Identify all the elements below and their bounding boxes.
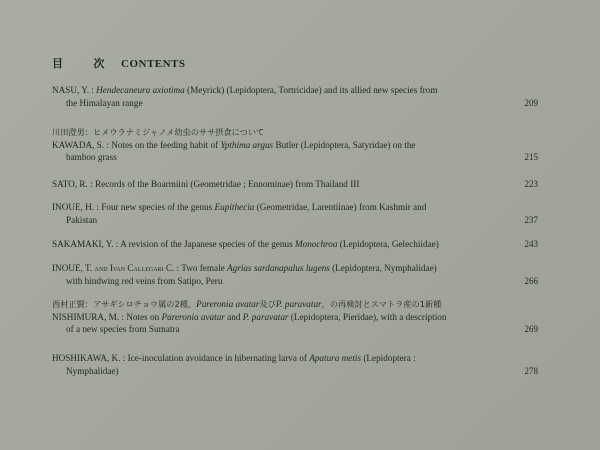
entry-line-2: of a new species from Sumatra <box>66 324 180 334</box>
entry-title-italic: Pareronia avatar <box>161 311 225 322</box>
entry-jp-pre: 西村正賢：アサギシロチョウ属の2種， <box>52 299 197 309</box>
entry-title-post: (Geometridae, Larentiinae) from Kashmir and <box>256 202 427 212</box>
entry-line-1 <box>52 84 538 97</box>
entry-title-post: (Meyrick) (Lepidoptera, Tortricidae) and its allied new species from <box>187 85 438 95</box>
entry-line-2: Nymphalidae) <box>66 365 119 376</box>
entry-title-italic: Apatura metis <box>309 353 362 363</box>
entry-line-1 <box>52 352 538 365</box>
entry-title-post: (Lepidoptera : <box>363 353 416 363</box>
entry-title-italic: Ypthima argus <box>220 139 274 150</box>
entry-title-mid: and <box>227 311 241 322</box>
entry-title-pre: Four new species of the genus <box>101 202 213 212</box>
toc-entry-inoue-h[interactable] <box>52 201 538 226</box>
heading-contents: CONTENTS <box>121 58 186 70</box>
toc-entry-kawada[interactable] <box>52 126 538 164</box>
entry-author: NASU, Y. : <box>52 85 94 95</box>
toc-entry-hoshikawa[interactable] <box>52 352 538 377</box>
entry-author: INOUE, H. : <box>52 202 99 212</box>
entry-page: 243 <box>524 239 538 249</box>
entry-author: KAWADA, S. : <box>52 139 109 150</box>
entry-author: INOUE, T. and Ivan Callegari C. : <box>52 263 180 273</box>
entry-jp-post: ，の再検討とスマトラ産の1新種 <box>321 299 442 309</box>
toc-entry-nasu[interactable] <box>52 84 538 109</box>
entry-page: 266 <box>524 275 538 286</box>
entry-title-pre: Notes on <box>126 311 160 322</box>
entry-title-pre: Notes on the feeding habit of <box>111 139 219 150</box>
entry-line-1 <box>52 311 538 324</box>
entry-title-italic: Hendecaneura axiotima <box>96 85 185 95</box>
entry-line-2: the Himalayan range <box>66 97 143 108</box>
entry-line-1 <box>52 139 538 152</box>
entry-jp-italic-1: Pareronia avatar <box>196 299 260 309</box>
entry-author: SATO, R. : <box>52 179 93 189</box>
entry-jp-title <box>52 298 538 311</box>
toc-entry-sato[interactable] <box>52 178 538 191</box>
toc-entry-nishimura[interactable] <box>52 298 538 336</box>
entry-page: 237 <box>524 214 538 225</box>
entry-line-2: bamboo grass <box>66 152 117 162</box>
heading-jp-1: 目 <box>52 58 64 70</box>
entry-line-2: with hindwing red veins from Satipo, Peru <box>66 275 223 286</box>
toc-heading <box>52 55 186 71</box>
entry-line-1 <box>52 238 538 251</box>
toc-entry-sakamaki[interactable] <box>52 238 538 251</box>
entry-author: SAKAMAKI, Y. : <box>52 239 119 249</box>
entry-title-post: (Lepidoptera, Pieridae), with a description <box>290 311 447 322</box>
toc-entry-inoue-t[interactable] <box>52 262 538 287</box>
entry-line-2: Pakistan <box>66 214 98 225</box>
entry-jp-italic-2: P. paravatar <box>275 299 322 309</box>
entry-page: 269 <box>524 324 538 334</box>
entry-line-1 <box>52 178 538 191</box>
heading-jp-2: 次 <box>93 58 105 70</box>
entry-jp-title: 川田澄男：ヒメウラナミジャノメ幼虫のササ摂食について <box>52 127 265 137</box>
entry-author: HOSHIKAWA, K. : <box>52 353 126 363</box>
entry-page: 278 <box>524 365 538 376</box>
entry-title-italic: Eupithecia <box>214 202 255 212</box>
entry-title-italic: Monochroa <box>294 239 338 249</box>
entry-line-1 <box>52 201 538 214</box>
entry-title-post: Butler (Lepidoptera, Satyridae) on the <box>275 139 416 150</box>
entry-title-pre: Ice-inoculation avoidance in hibernating larva of <box>127 353 307 363</box>
entry-page: 215 <box>524 152 538 162</box>
entry-page: 209 <box>524 97 538 108</box>
entry-author: NISHIMURA, M. : <box>52 311 124 322</box>
entry-title-italic: Agrias sardanapalus lugens <box>227 263 330 273</box>
entry-jp-mid: 及び <box>259 299 276 309</box>
entry-title-post: (Lepidoptera, Nymphalidae) <box>332 263 437 273</box>
entry-page: 223 <box>524 179 538 189</box>
entry-title-pre: A revision of the Japanese species of the genus <box>120 239 293 249</box>
entry-title-pre: Records of the Boarmiini (Geometridae ; Ennominae) from Thailand III <box>94 179 360 189</box>
entry-line-1 <box>52 262 538 275</box>
entry-title-post: (Lepidoptera, Gelechiidae) <box>339 239 439 249</box>
entry-title-pre: Two female <box>181 263 225 273</box>
entry-title-italic-2: P. paravatar <box>242 311 289 322</box>
